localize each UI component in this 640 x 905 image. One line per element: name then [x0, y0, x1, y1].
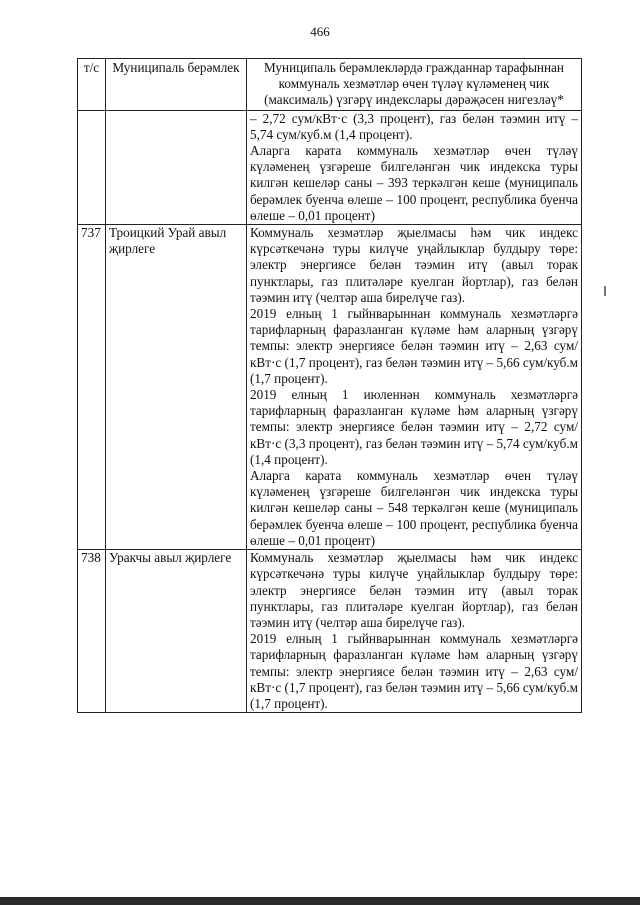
row-num-cell [78, 110, 106, 224]
table-row [78, 225, 582, 550]
description-paragraph: 2019 елның 1 июленнән коммуналь хезмәтләргә тарифларның фаразланган күләме һәм аларның үзгәрү темпы: электр энергиясе белән тәэмин итү – 2,72 сум/кВт·с (3,3 процент), газ белән тәэмин итү – 5,74 сум/куб.м (1,4 процент). [250, 387, 578, 467]
tariff-table [77, 58, 582, 713]
description-paragraph: Аларга карата коммуналь хезмәтләр өчен түләү күләменең үзгәреше билгеләнгән чик индекска туры килгән кешеләр саны – 393 теркәлгән кеше (муниципаль берәмлек буенча өлеше – 100 процент, республика буенча өлеше – 0,01 процент) [250, 143, 578, 223]
scan-bottom-band [0, 897, 640, 905]
row-municipality-cell: Троицкий Урай авыл җирлеге [106, 225, 247, 550]
row-description-cell [247, 225, 582, 550]
header-municipality: Муниципаль берәмлек [106, 59, 247, 111]
description-paragraph: Коммуналь хезмәтләр җыелмасы һәм чик индекс күрсәткечәнә туры килүче уңайлыклар булдыру төре: электр энергиясе белән тәэмин итү (авыл торак пунктлары, газ плитәләре куелган йортлар), газ белән тәэмин итү (челтәр аша бирелүче газ). [250, 550, 578, 630]
row-municipality-cell [106, 110, 247, 224]
description-paragraph: – 2,72 сум/кВт·с (3,3 процент), газ белән тәэмин итү – 5,74 сум/куб.м (1,4 процент). [250, 110, 578, 142]
scan-mark [604, 286, 606, 296]
row-description-cell [247, 110, 582, 224]
row-municipality-cell: Уракчы авыл җирлеге [106, 550, 247, 713]
header-num: т/с [78, 59, 106, 111]
row-description-cell [247, 550, 582, 713]
table-row [78, 550, 582, 713]
description-paragraph: 2019 елның 1 гыйнварыннан коммуналь хезмәтләргә тарифларның фаразланган күләме һәм аларның үзгәрү темпы: электр энергиясе белән тәэмин итү – 2,63 сум/кВт·с (1,7 процент), газ белән тәэмин итү – 5,66 сум/куб.м (1,7 процент). [250, 631, 578, 711]
row-num-cell: 738 [78, 550, 106, 713]
description-paragraph: 2019 елның 1 гыйнварыннан коммуналь хезмәтләргә тарифларның фаразланган күләме һәм аларның үзгәрү темпы: электр энергиясе белән тәэмин итү – 2,63 сум/кВт·с (1,7 процент), газ белән тәэмин итү – 5,66 сум/куб.м (1,7 процент). [250, 306, 578, 386]
page-number: 466 [310, 24, 330, 39]
description-paragraph: Аларга карата коммуналь хезмәтләр өчен түләү күләменең үзгәреше билгеләнгән чик индекска туры килгән кешеләр саны – 548 теркәлгән кеше (муниципаль берәмлек буенча өлеше – 100 процент, республика буенча өлеше – 0,01 процент) [250, 468, 578, 548]
row-num-cell: 737 [78, 225, 106, 550]
table-header-row [78, 59, 582, 111]
description-paragraph: Коммуналь хезмәтләр җыелмасы һәм чик индекс күрсәткечәнә туры килүче уңайлыклар булдыру төре: электр энергиясе белән тәэмин итү (авыл торак пунктлары, газ плитәләре куелган йортлар), газ белән тәэмин итү (челтәр аша бирелүче газ). [250, 225, 578, 305]
header-description: Муниципаль берәмлекләрдә гражданнар тарафыннан коммуналь хезмәтләр өчен түләү күләменең чик (максималь) үзгәрү индекслары дәрәҗәсен нигезләү* [247, 59, 582, 111]
table-row-continuation [78, 110, 582, 224]
